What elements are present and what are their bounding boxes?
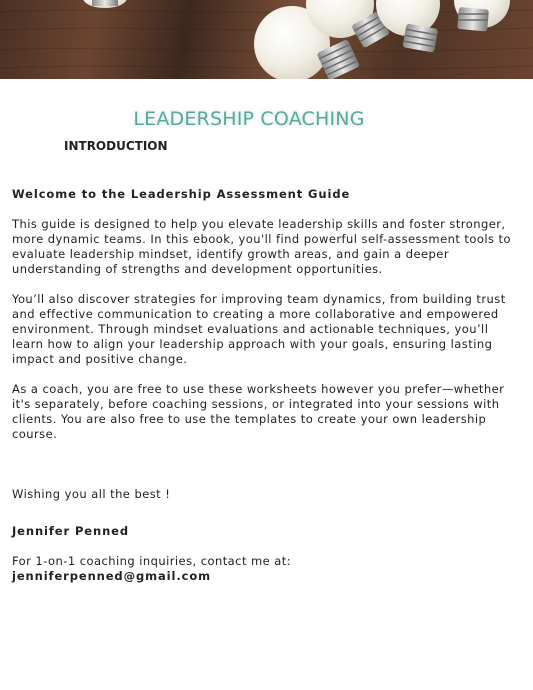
welcome-heading: Welcome to the Leadership Assessment Guide [12,187,351,201]
lightbulb-icon [454,0,510,32]
contact-text: For 1-on-1 coaching inquiries, contact me at: [12,554,292,568]
signature-name: Jennifer Penned [12,524,130,538]
lightbulb-icon [83,0,127,8]
lightbulbs-illustration [0,0,533,79]
header-banner-image [0,0,533,79]
page-title: LEADERSHIP COACHING [133,108,365,130]
contact-email: jenniferpenned@gmail.com [12,569,211,583]
intro-paragraph-3: As a coach, you are free to use these worksheets however you prefer—whether it's separately, before coaching sessions, or integrated into your sessions with clients. You are also free to use the templates to create your own leadership course. [12,382,505,441]
document-body [12,187,512,584]
closing-line: Wishing you all the best ! [12,487,171,501]
section-subtitle: INTRODUCTION [64,139,168,153]
lightbulb-icon [376,0,440,53]
intro-paragraph-1: This guide is designed to help you elevate leadership skills and foster stronger, more dynamic teams. In this ebook, you'll find powerful self-assessment tools to evaluate leadership mindset, identify growth areas, and gain a deeper understanding of strengths and development opportunities. [12,217,511,276]
intro-paragraph-2: You’ll also discover strategies for improving team dynamics, from building trust and effective communication to creating a more collaborative and empowered environment. Through mindset evaluations and actionable techniques, you’ll learn how to align your leadership approach with your goals, ensuring lasting impact and positive change. [12,292,506,366]
